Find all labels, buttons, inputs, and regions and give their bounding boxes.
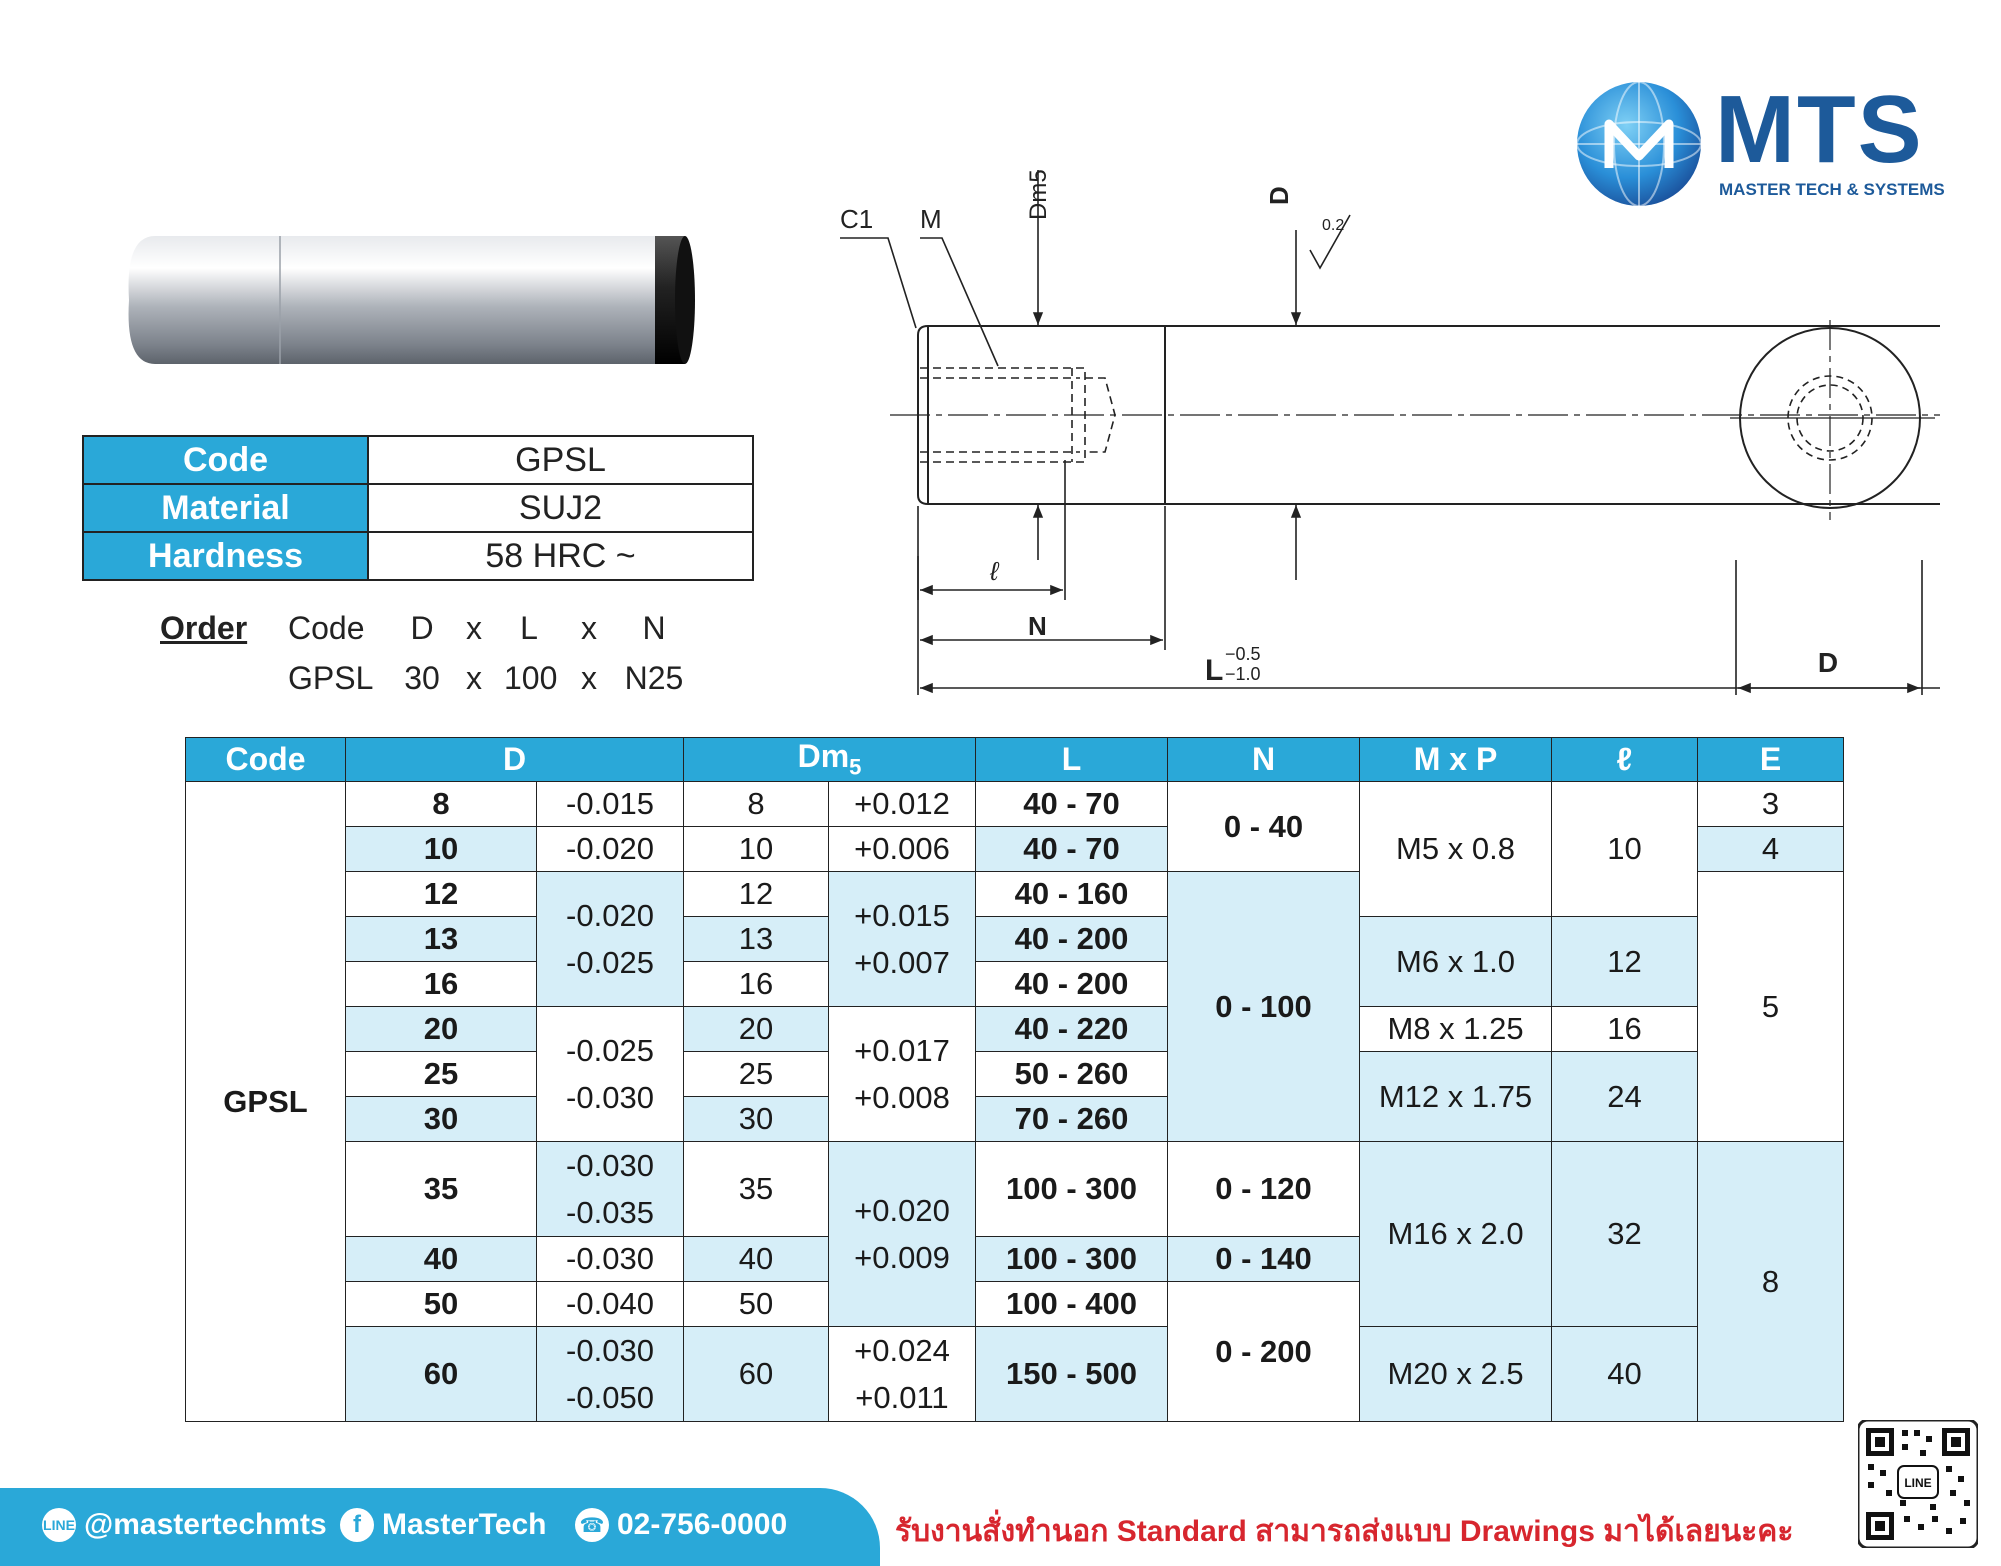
cell-d: 50 bbox=[346, 1282, 537, 1327]
order-field: N bbox=[642, 610, 666, 646]
cell-ell: 10 bbox=[1552, 782, 1698, 917]
cell-mxp: M6 x 1.0 bbox=[1360, 917, 1552, 1007]
cell-d: 20 bbox=[346, 1007, 537, 1052]
cell-d: 35 bbox=[346, 1142, 537, 1237]
header-dm5-sub: 5 bbox=[849, 754, 862, 780]
header-d: D bbox=[346, 738, 684, 782]
cell-d-tol: -0.015 bbox=[537, 782, 684, 827]
cell-dm: 30 bbox=[684, 1097, 829, 1142]
order-value: x bbox=[581, 660, 597, 696]
cell-dm-tol bbox=[829, 1007, 976, 1142]
tol-upper: -0.020 bbox=[566, 898, 654, 933]
cell-d-tol: -0.040 bbox=[537, 1282, 684, 1327]
cell-l: 40 - 70 bbox=[976, 827, 1168, 872]
label-c1: C1 bbox=[840, 204, 874, 234]
cell-e: 4 bbox=[1698, 827, 1844, 872]
line-handle: @mastertechmts bbox=[84, 1508, 327, 1541]
info-label: Material bbox=[83, 484, 368, 532]
cell-e: 3 bbox=[1698, 782, 1844, 827]
order-field: x bbox=[466, 610, 482, 646]
phone-icon: ☎ bbox=[575, 1508, 609, 1542]
info-table bbox=[82, 435, 754, 581]
table-row bbox=[186, 1052, 1844, 1097]
info-value: 58 HRC ~ bbox=[368, 532, 753, 580]
cell-dm: 60 bbox=[684, 1327, 829, 1422]
tol-lower: -0.035 bbox=[566, 1195, 654, 1230]
cell-e: 5 bbox=[1698, 872, 1844, 1142]
tol-lower: -0.025 bbox=[566, 945, 654, 980]
cell-l: 40 - 160 bbox=[976, 872, 1168, 917]
cell-ell: 40 bbox=[1552, 1327, 1698, 1422]
cell-l: 40 - 220 bbox=[976, 1007, 1168, 1052]
side-view-dimension bbox=[1730, 560, 1930, 700]
cell-d: 60 bbox=[346, 1327, 537, 1422]
cell-mxp: M5 x 0.8 bbox=[1360, 782, 1552, 917]
cell-mxp: M8 x 1.25 bbox=[1360, 1007, 1552, 1052]
cell-d: 25 bbox=[346, 1052, 537, 1097]
info-value: SUJ2 bbox=[368, 484, 753, 532]
cell-dm: 16 bbox=[684, 962, 829, 1007]
cell-dm: 12 bbox=[684, 872, 829, 917]
header-code: Code bbox=[186, 738, 346, 782]
label-l-small: ℓ bbox=[990, 556, 999, 586]
tol-lower: -0.050 bbox=[566, 1380, 654, 1415]
tol-upper: -0.030 bbox=[566, 1148, 654, 1183]
cell-n: 0 - 120 bbox=[1168, 1142, 1360, 1237]
cell-d: 13 bbox=[346, 917, 537, 962]
header-e: E bbox=[1698, 738, 1844, 782]
cell-dm: 35 bbox=[684, 1142, 829, 1237]
cell-dm: 40 bbox=[684, 1237, 829, 1282]
cell-dm: 13 bbox=[684, 917, 829, 962]
order-example-row bbox=[288, 660, 684, 697]
order-value: x bbox=[466, 660, 482, 696]
tol-lower: +0.007 bbox=[854, 945, 950, 980]
tol-lower: -0.030 bbox=[566, 1080, 654, 1115]
order-label: Order bbox=[160, 610, 248, 646]
tol-lower: +0.011 bbox=[855, 1380, 949, 1415]
phone-contact[interactable] bbox=[575, 1508, 787, 1542]
label-length: L bbox=[1205, 654, 1224, 687]
logo-wordmark: MTS bbox=[1715, 76, 1924, 183]
logo-tagline: MASTER TECH & SYSTEMS bbox=[1719, 180, 1945, 199]
header-n: N bbox=[1168, 738, 1360, 782]
order-field: L bbox=[520, 610, 538, 646]
cell-mxp: M16 x 2.0 bbox=[1360, 1142, 1552, 1327]
cell-dm: 50 bbox=[684, 1282, 829, 1327]
table-row bbox=[186, 917, 1844, 962]
cell-dm-tol bbox=[829, 872, 976, 1007]
order-field: x bbox=[581, 610, 597, 646]
cell-d-tol bbox=[537, 1327, 684, 1422]
cell-l: 40 - 70 bbox=[976, 782, 1168, 827]
cell-n: 0 - 140 bbox=[1168, 1237, 1360, 1282]
label-m: M bbox=[920, 204, 942, 234]
cell-n: 0 - 100 bbox=[1168, 872, 1360, 1142]
order-value: 30 bbox=[404, 660, 440, 696]
cell-ell: 12 bbox=[1552, 917, 1698, 1007]
order-format-row bbox=[288, 610, 684, 647]
cell-dm: 25 bbox=[684, 1052, 829, 1097]
cell-code: GPSL bbox=[186, 782, 346, 1422]
spec-header-row bbox=[186, 738, 1844, 782]
tol-upper: +0.020 bbox=[854, 1193, 950, 1228]
info-value: GPSL bbox=[368, 436, 753, 484]
info-row-material bbox=[83, 484, 753, 532]
cell-dm-tol bbox=[829, 1327, 976, 1422]
facebook-icon: f bbox=[340, 1508, 374, 1542]
order-value: 100 bbox=[504, 660, 558, 696]
cell-ell: 16 bbox=[1552, 1007, 1698, 1052]
cell-d: 30 bbox=[346, 1097, 537, 1142]
order-value: N25 bbox=[624, 660, 684, 696]
cell-e: 8 bbox=[1698, 1142, 1844, 1422]
cell-l: 100 - 300 bbox=[976, 1237, 1168, 1282]
label-tol-lower: −1.0 bbox=[1225, 664, 1261, 684]
info-row-hardness bbox=[83, 532, 753, 580]
header-ell: ℓ bbox=[1552, 738, 1698, 782]
label-roughness: 0.2 bbox=[1322, 217, 1345, 234]
qr-line-label: LINE bbox=[1904, 1476, 1932, 1490]
info-label: Hardness bbox=[83, 532, 368, 580]
cell-dm: 8 bbox=[684, 782, 829, 827]
cell-d-tol bbox=[537, 1142, 684, 1237]
cell-l: 150 - 500 bbox=[976, 1327, 1168, 1422]
header-dm5-text: Dm bbox=[797, 738, 850, 775]
cell-n: 0 - 200 bbox=[1168, 1282, 1360, 1422]
cell-mxp: M12 x 1.75 bbox=[1360, 1052, 1552, 1142]
tol-lower: +0.008 bbox=[854, 1080, 950, 1115]
facebook-name: MasterTech bbox=[382, 1508, 547, 1541]
cell-d: 10 bbox=[346, 827, 537, 872]
cell-d-tol bbox=[537, 872, 684, 1007]
cell-d-tol: -0.020 bbox=[537, 827, 684, 872]
facebook-contact[interactable] bbox=[340, 1508, 547, 1542]
order-field: Code bbox=[288, 610, 365, 646]
phone-number: 02-756-0000 bbox=[617, 1508, 788, 1541]
cell-dm-tol bbox=[829, 1142, 976, 1327]
tol-upper: +0.017 bbox=[854, 1033, 950, 1068]
cell-l: 50 - 260 bbox=[976, 1052, 1168, 1097]
custom-order-notice: รับงานสั่งทำนอก Standard สามารถส่งแบบ Drawings มาได้เลยนะคะ bbox=[895, 1515, 1794, 1548]
cell-d: 40 bbox=[346, 1237, 537, 1282]
cell-n: 0 - 40 bbox=[1168, 782, 1360, 872]
order-field: D bbox=[410, 610, 434, 646]
guide-pin-photo bbox=[125, 230, 695, 370]
tol-lower: +0.009 bbox=[854, 1240, 950, 1275]
label-tol-upper: −0.5 bbox=[1225, 644, 1261, 664]
table-row bbox=[186, 782, 1844, 827]
cell-ell: 32 bbox=[1552, 1142, 1698, 1327]
tol-upper: -0.025 bbox=[566, 1033, 654, 1068]
order-value: GPSL bbox=[288, 660, 374, 696]
cell-d: 8 bbox=[346, 782, 537, 827]
header-mxp: M x P bbox=[1360, 738, 1552, 782]
cell-l: 100 - 400 bbox=[976, 1282, 1168, 1327]
label-dm5: Dm5 bbox=[1025, 169, 1052, 220]
tol-upper: +0.024 bbox=[854, 1333, 950, 1368]
spec-table bbox=[185, 737, 1844, 1422]
line-icon: LINE bbox=[42, 1508, 76, 1542]
cell-l: 40 - 200 bbox=[976, 917, 1168, 962]
cell-dm: 20 bbox=[684, 1007, 829, 1052]
cell-d: 12 bbox=[346, 872, 537, 917]
table-row bbox=[186, 1007, 1844, 1052]
cell-l: 100 - 300 bbox=[976, 1142, 1168, 1237]
tol-upper: -0.030 bbox=[566, 1333, 654, 1368]
cell-l: 70 - 260 bbox=[976, 1097, 1168, 1142]
cell-dm-tol: +0.006 bbox=[829, 827, 976, 872]
cell-d-tol: -0.030 bbox=[537, 1237, 684, 1282]
info-row-code bbox=[83, 436, 753, 484]
cell-d-tol bbox=[537, 1007, 684, 1142]
label-d-side: D bbox=[1817, 647, 1839, 678]
qr-code-icon[interactable] bbox=[1858, 1420, 1978, 1548]
header-l: L bbox=[976, 738, 1168, 782]
cell-l: 40 - 200 bbox=[976, 962, 1168, 1007]
line-contact[interactable] bbox=[42, 1508, 327, 1542]
cell-ell: 24 bbox=[1552, 1052, 1698, 1142]
cell-mxp: M20 x 2.5 bbox=[1360, 1327, 1552, 1422]
info-label: Code bbox=[83, 436, 368, 484]
cell-d: 16 bbox=[346, 962, 537, 1007]
header-dm5 bbox=[684, 738, 976, 782]
tol-upper: +0.015 bbox=[854, 898, 950, 933]
label-n: N bbox=[1028, 611, 1047, 641]
label-d-top: D bbox=[1264, 186, 1294, 205]
cell-dm: 10 bbox=[684, 827, 829, 872]
cell-dm-tol: +0.012 bbox=[829, 782, 976, 827]
